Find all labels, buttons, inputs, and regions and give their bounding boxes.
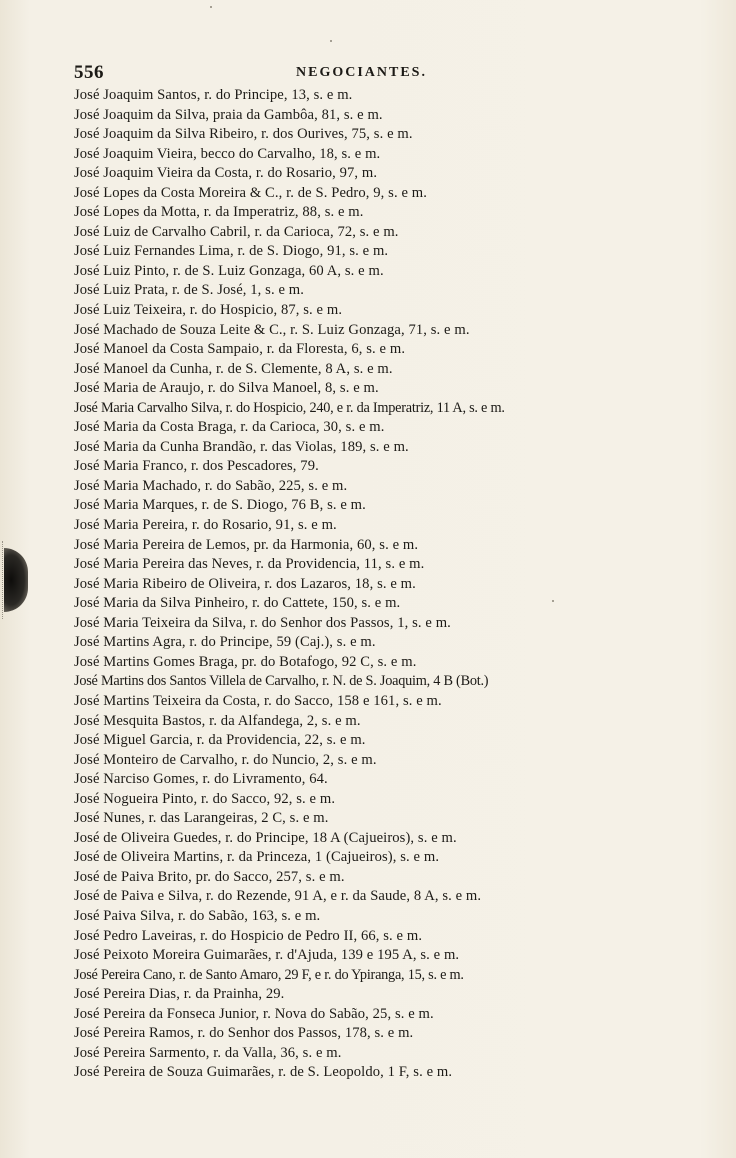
list-item: José Pereira Dias, r. da Prainha, 29. [74,986,285,1003]
list-item: José Lopes da Costa Moreira & C., r. de S. Pedro, 9, s. e m. [74,184,427,201]
list-item: José Martins Agra, r. do Principe, 59 (Caj.), s. e m. [74,634,376,651]
list-item: José Maria Pereira das Neves, r. da Providencia, 11, s. e m. [74,556,425,573]
list-item: José Maria da Costa Braga, r. da Carioca, 30, s. e m. [74,419,385,436]
list-item: José Maria Pereira, r. do Rosario, 91, s. e m. [74,517,337,534]
list-item: José de Paiva e Silva, r. do Rezende, 91 A, e r. da Saude, 8 A, s. e m. [74,888,482,905]
list-item: José Monteiro de Carvalho, r. do Nuncio, 2, s. e m. [74,751,377,768]
list-item: José Pereira da Fonseca Junior, r. Nova do Sabão, 25, s. e m. [74,1005,434,1022]
list-item: José Maria Teixeira da Silva, r. do Senhor dos Passos, 1, s. e m. [74,614,451,631]
list-item: José Maria Carvalho Silva, r. do Hospicio, 240, e r. da Imperatriz, 11 A, s. e m. [74,399,505,416]
list-item: José de Oliveira Guedes, r. do Principe, 18 A (Cajueiros), s. e m. [74,829,457,846]
list-item: José Luiz Fernandes Lima, r. de S. Diogo, 91, s. e m. [74,243,389,260]
list-item: José Maria da Silva Pinheiro, r. do Cattete, 150, s. e m. [74,595,401,612]
list-item: José Joaquim da Silva Ribeiro, r. dos Ourives, 75, s. e m. [74,126,413,143]
list-item: José Joaquim Santos, r. do Principe, 13, s. e m. [74,87,353,103]
list-item: José Nogueira Pinto, r. do Sacco, 92, s. e m. [74,790,336,807]
list-item: José Maria Franco, r. dos Pescadores, 79. [74,458,319,475]
list-item: José Pereira Cano, r. de Santo Amaro, 29 F, e r. do Ypiranga, 15, s. e m. [74,966,464,983]
list-item: José Peixoto Moreira Guimarães, r. d'Ajuda, 139 e 195 A, s. e m. [74,947,460,964]
list-item: José Joaquim da Silva, praia da Gambôa, 81, s. e m. [74,106,383,123]
list-item: José Mesquita Bastos, r. da Alfandega, 2, s. e m. [74,712,361,729]
list-item: José Narciso Gomes, r. do Livramento, 64. [74,771,328,788]
list-item: José Maria Pereira de Lemos, pr. da Harmonia, 60, s. e m. [74,536,419,553]
list-item: José de Paiva Brito, pr. do Sacco, 257, s. e m. [74,868,345,885]
list-item: José Martins Gomes Braga, pr. do Botafogo, 92 C, s. e m. [74,653,417,670]
list-item: José Maria Machado, r. do Sabão, 225, s. e m. [74,477,348,494]
list-item: José Paiva Silva, r. do Sabão, 163, s. e m. [74,907,321,924]
list-item: José Luiz Pinto, r. de S. Luiz Gonzaga, 60 A, s. e m. [74,262,384,279]
list-item: José Maria de Araujo, r. do Silva Manoel, 8, s. e m. [74,380,379,397]
page-number: 556 [74,62,104,83]
list-item: José Miguel Garcia, r. da Providencia, 22, s. e m. [74,732,366,749]
list-item: José Luiz de Carvalho Cabril, r. da Carioca, 72, s. e m. [74,223,399,240]
binding-hole [4,548,28,612]
list-item: José Pereira de Souza Guimarães, r. de S. Leopoldo, 1 F, s. e m. [74,1064,453,1081]
page-header [74,62,674,88]
list-item: José Martins dos Santos Villela de Carvalho, r. N. de S. Joaquim, 4 B (Bot.) [74,673,489,690]
list-item: José de Oliveira Martins, r. da Princeza, 1 (Cajueiros), s. e m. [74,849,440,866]
list-item: José Lopes da Motta, r. da Imperatriz, 88, s. e m. [74,204,364,221]
list-item: José Martins Teixeira da Costa, r. do Sacco, 158 e 161, s. e m. [74,692,442,709]
list-item: José Luiz Prata, r. de S. José, 1, s. e m. [74,282,304,299]
list-item: José Nunes, r. das Larangeiras, 2 C, s. e m. [74,810,329,827]
list-item: José Manoel da Costa Sampaio, r. da Floresta, 6, s. e m. [74,341,406,358]
list-item: José Joaquim Vieira, becco do Carvalho, 18, s. e m. [74,145,381,162]
list-item: José Maria Ribeiro de Oliveira, r. dos Lazaros, 18, s. e m. [74,575,416,592]
list-item: José Luiz Teixeira, r. do Hospicio, 87, s. e m. [74,302,343,319]
paper-speck [330,40,332,42]
merchant-list [74,86,724,1083]
running-head: NEGOCIANTES. [296,65,427,80]
list-item: José Joaquim Vieira da Costa, r. do Rosario, 97, m. [74,165,378,182]
paper-speck [210,6,212,8]
list-item: José Manoel da Cunha, r. de S. Clemente, 8 A, s. e m. [74,360,393,377]
list-item: José Pereira Sarmento, r. da Valla, 36, s. e m. [74,1044,342,1061]
list-item: José Maria da Cunha Brandão, r. das Violas, 189, s. e m. [74,438,409,455]
list-item: José Machado de Souza Leite & C., r. S. Luiz Gonzaga, 71, s. e m. [74,321,470,338]
list-item: José Pereira Ramos, r. do Senhor dos Passos, 178, s. e m. [74,1025,414,1042]
list-item: José Pedro Laveiras, r. do Hospicio de Pedro II, 66, s. e m. [74,927,423,944]
list-item: José Maria Marques, r. de S. Diogo, 76 B, s. e m. [74,497,366,514]
